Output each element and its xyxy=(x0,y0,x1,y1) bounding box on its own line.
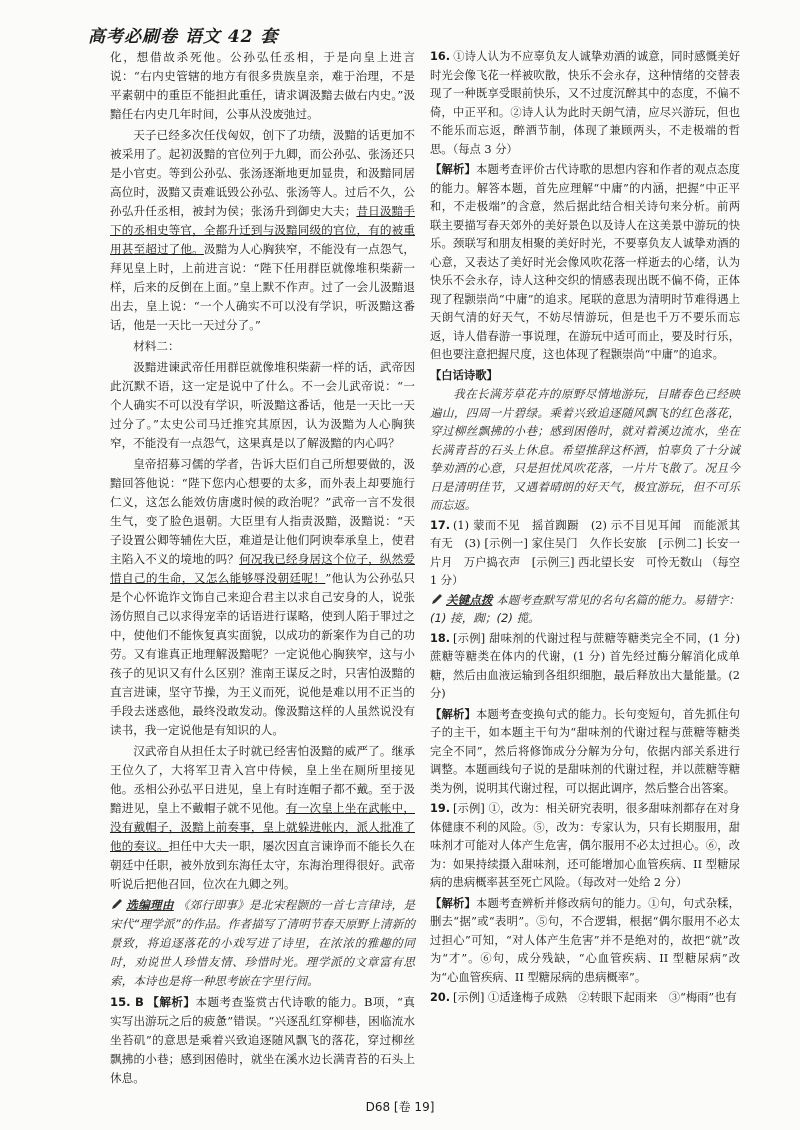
question-number: 20. xyxy=(430,991,451,1004)
answer-text: (1) 蒙而不见 摇首踟蹰 (2) 示不目见耳闻 而能派其有无 (3) [示例一] 家住吴门 久作长安旅 [示例二] 长安一片月 万户捣衣声 [示例三] 西北望长安 可怜无数山 xyxy=(430,518,740,569)
question-number: 17. xyxy=(430,518,451,532)
question-17 xyxy=(430,517,740,591)
answer-text: [示例] ①，改为：相关研究表明，很多甜味剂都存在对身体健康不利的风险。⑤，改为：专家认为，只有长期服用，甜味剂才可能对人体产生危害，偶尔服用不必太过担心。⑥，改为：如果持续摄入甜味剂，还可能增加心血管疾病、II 型糖尿病的患病概率甚至死亡风险。（每改对一处给 2 分） xyxy=(430,802,740,889)
analysis xyxy=(430,895,740,988)
question-number: 19. xyxy=(430,802,451,815)
score-note: （每空 1 分） xyxy=(430,555,740,587)
analysis-text: 本题考查评价古代诗歌的思想内容和作者的观点态度的能力。解答本题，首先应理解“中庸”的内涵，把握“中正平和，不走极端”的含意，然后据此结合相关诗句来分析。前两联主要描写春天郊外的美好景色以及诗人在这美景中游玩的快乐。颈联写和朋友相聚的美好时光，不要辜负友人诚挚劝酒的心意，又表达了美好时光会像风吹花落一样逝去的心绪，认为快乐不会永存，诗人这种交织的情感表现出既不偏不倚，正体现了程颢崇尚“中庸”的追求。尾联的意思为清明时节难得遇上天朗气清的好天气，不妨尽情游玩，但是也千万不要乐而忘返，诗人借春游一事说理，在游玩中适可而止，要及时行乐，但也要注意把握尺度，这也体现了程颢崇尚“中庸”的追求。 xyxy=(430,163,740,361)
question-number: 16. xyxy=(430,50,451,63)
tip-text: 本题考查默写常见的名句名篇的能力。易错字：(1) 接，踟；(2) 揽。 xyxy=(430,592,740,625)
analysis-tag: 【解析】 xyxy=(146,995,196,1009)
reason-label: 选编理由 xyxy=(126,898,174,912)
reason-text: 《郊行即事》是北宋程颢的一首七言律诗，是宋代“理学派”的作品。作者描写了清明节春天原野上清新的景致，将追逐落花的小戏写进了诗里，在浓浓的雅趣的同时，劝说世人珍惜友情、珍惜时光。理学派的文章富有思索，本诗也是将一种思考嵌在字里行间。 xyxy=(110,898,415,988)
question-number: 15. B xyxy=(110,995,144,1009)
answer-text: 本题考查鉴赏古代诗歌的能力。B项，“真实写出游玩之后的疲惫”错误。“兴逐乱红穿柳巷，困临流水坐苔矶”的意思是乘着兴致追逐随风飘飞的落花，穿过柳丝飘拂的小巷；感到困倦时，就坐在溪水边长满青苔的石头上休息。 xyxy=(110,995,415,1085)
paragraph: 化，想借故杀死他。公孙弘任丞相，于是向皇上进言说：“右内史管辖的地方有很多贵族皇亲，难于治理，不是平素朝中的重臣不能担此重任，请求调汲黯去做右内史。”汲黯任右内史几年时间，公事从没废弛过。 xyxy=(110,50,415,121)
right-column xyxy=(430,48,740,1008)
page-header-title: 高考必刷卷 语文 42 套 xyxy=(88,27,279,47)
text: 担任中大夫一职，屡次因直言谏诤而不能长久在朝廷中任职，被外放到东海任太守，东海治理得很好。武帝听说后把他召回，位次在九卿之列。 xyxy=(110,839,415,891)
analysis-tag: 【解析】 xyxy=(430,707,476,721)
underlined-text: 昔日汲黯手下的丞相史等官，全都升迁到与汲黯同级的官位，有的被重用甚至超过了他。 xyxy=(110,204,415,256)
analysis xyxy=(430,161,740,365)
question-16 xyxy=(430,48,740,159)
text: 汉武帝自从担任太子时就已经害怕汲黯的威严了。继承王位久了，大将军卫青入宫中侍候，皇上坐在厕所里接见他。丞相公孙弘平日进见，皇上有时连帽子都不戴。至于汲黯进见，皇上不戴帽子就不见他。 xyxy=(110,744,415,815)
question-15 xyxy=(110,993,415,1088)
answer-text: [示例] 甜味剂的代谢过程与蔗糖等糖类完全不同，(1 分) 蔗糖等糖类在体内的代谢，(1 分) 首先经过酶分解消化成单糖，然后由血液运输到各组织细胞，最后释放出大量能量。(2 分) xyxy=(430,631,740,700)
text: 汲黯为人心胸狭窄，不能没有一点怨气，拜见皇上时，上前进言说：“陛下任用群臣就像堆积柴薪一样，后来的反倒在上面。”皇上默不作声。过了一会儿汲黯退出去，皇上说：“一个人确实不可以没有学识，听汲黯这番话，他是一天比一天过分了。” xyxy=(110,242,415,332)
paragraph xyxy=(110,455,415,740)
text: 皇帝招募习儒的学者，告诉大臣们自己所想要做的，汲黯回答他说：“陛下您内心想要的太多，而外表上却要施行仁义，这怎么能效仿唐虞时候的政治呢？”武帝一言不发很生气，变了脸色退朝。大臣里有人指责汲黯，汲黯说：“天子设置公卿等辅佐大臣，难道是让他们阿谀奉承皇上，使君主陷入不义的境地的吗？ xyxy=(110,457,415,566)
underlined-text: 何况我已经身居这个位子，纵然爱惜自己的生命，又怎么能够辱没朝廷呢！ xyxy=(110,552,415,585)
analysis-text: 本题考查辨析并修改病句的能力。①句，句式杂糅，删去“据”或“表明”。⑤句，不合逻辑，根据“偶尔服用不必太过担心”可知，“对人体产生危害”并不是绝对的，故把“就”改为“才”。⑥句，成分残缺，“心血管疾病、II 型糖尿病”改为“心血管疾病、II 型糖尿病的患病概率”。 xyxy=(430,896,740,984)
paragraph: 汲黯进谏武帝任用群臣就像堆积柴薪一样的话，武帝因此沉默不语，这一定是说中了什么。不一会儿武帝说：“一个人确实不可以没有学识，听汲黯这番话，他是一天比一天过分了。”太史公司马迁推究其原因，认为汲黯为人心胸狭窄，不能没有一点怨气，这果真是以了解汲黯的内心吗？ xyxy=(110,360,415,450)
left-column xyxy=(110,48,415,1090)
paragraph xyxy=(110,742,415,894)
text: 天子已经多次任伐匈奴，创下了功绩，汲黯的话更加不被采用了。起初汲黯的官位列于九卿，而公孙弘、张汤还只是小官吏。等到公孙弘、张汤逐渐地更加显贵，和汲黯同居高位时，汲黯又责难诋毁公孙弘、张汤等人。过后不久，公孙弘升任丞相，被封为侯；张汤升到御史大夫； xyxy=(110,128,415,218)
paragraph xyxy=(110,126,415,335)
question-19 xyxy=(430,800,740,893)
text: ”他认为公孙弘只是个心怀诡诈文饰自己来迎合君主以求自己安身的人，说张汤仿照自己以求得宠幸的话语进行谋略，使到人陷于罪过之中，使他们不能恢复真实面貌，以成功的新案作为自己的功劳。又有谁真正地理解汲黯呢？一定说他心胸狭窄，这与小孩子的见识又有什么区别？淮南王谋反之时，只害怕汲黯的直言进谏，坚守节操，为王义而死，说他是难以用不正当的手段去迷惑他，最终没敢发动。像汲黯这样的人虽然说没有读书，我一定说他是有知识的人。 xyxy=(110,571,415,737)
question-18 xyxy=(430,630,740,704)
pen-icon xyxy=(110,897,124,911)
question-number: 18. xyxy=(430,631,451,645)
analysis-tag: 【解析】 xyxy=(430,163,476,176)
analysis-text: 本题考查变换句式的能力。长句变短句，首先抓住句子的主干，如本题主干句为“甜味剂的代谢过程与蔗糖等糖类完全不同”，然后将修饰成分分解为分句，依据内部关系进行调整。本题画线句子说的是甜味剂的代谢过程，并以蔗糖等糖类为例，说明其代谢过程，可以据此调序，然后整合出答案。 xyxy=(430,707,740,795)
poem-label: 【白话诗歌】 xyxy=(430,368,498,382)
key-tip xyxy=(430,591,740,628)
page-footer: D68 [卷 19] xyxy=(365,1100,435,1114)
poem-translation: 我在长满芳草花卉的原野尽情地游玩，目睹春色已经映遍山，四周一片碧绿。乘着兴致追逐随风飘飞的红色落花，穿过柳丝飘拂的小巷；感到困倦时，就对着溪边流水，坐在长满青苔的石头上休息。希望推辞这杯酒，怕辜负了十分诚挚劝酒的心意，只是担忧风吹花落，一片片飞散了。况且今日是清明佳节，又遇着晴朗的好天气，极宜游玩，但不可乐而忘返。 xyxy=(430,387,740,512)
answer-text: ①诗人认为不应辜负友人诚挚劝酒的诚意，同时感慨美好时光会像飞花一样被吹散，快乐不会永存，这种情绪的交替表现了一种既享受眼前快乐，又不过度沉醉其中的态度，不偏不倚，中正平和。②诗人认为此时天朗气清，应尽兴游玩，但也不能乐而忘返，醉酒节制，体现了兼顾两头，不走极端的哲思。（每点 3 分） xyxy=(430,50,740,156)
answer-text: [示例] ①适逢梅子成熟 ②转眼下起雨来 ③“梅雨”也有 xyxy=(453,991,737,1004)
selection-reason xyxy=(110,896,415,991)
analysis xyxy=(430,706,740,799)
pen-icon xyxy=(430,592,444,606)
question-20 xyxy=(430,989,740,1008)
analysis-tag: 【解析】 xyxy=(430,896,476,910)
material-label: 材料二： xyxy=(133,339,180,353)
underlined-text: 有一次皇上坐在武帐中，没有戴帽子，汲黯上前奏事，皇上就躲进帐内，派人批准了他的奏议。 xyxy=(110,801,415,853)
tip-label: 关键点拨 xyxy=(446,592,493,607)
